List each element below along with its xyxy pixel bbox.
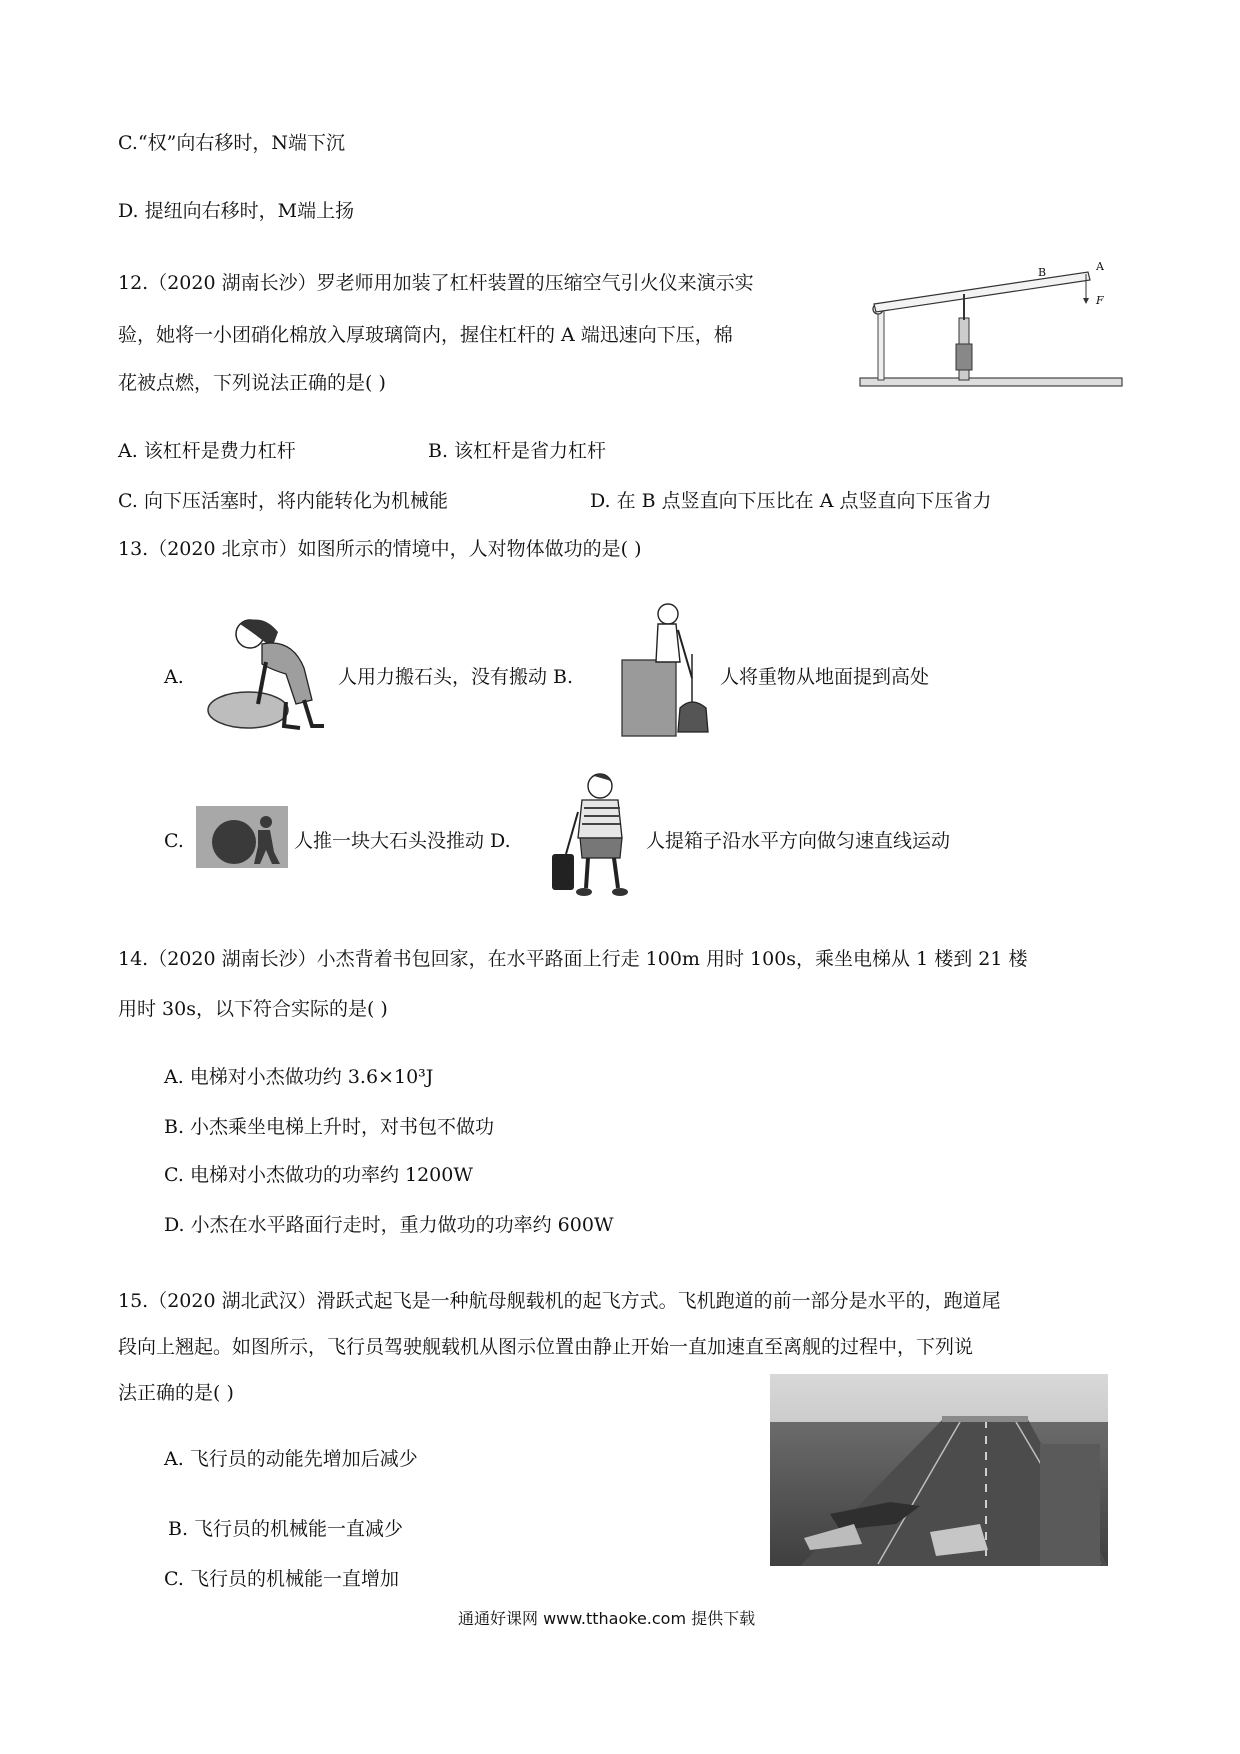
q11-option-c: C.“权”向右移时，N端下沉 [118, 132, 345, 154]
q12-lever-figure [856, 258, 1126, 394]
q12-option-b: B. 该杠杆是省力杠杆 [428, 440, 607, 462]
q14-option-c: C. 电梯对小杰做功的功率约 1200W [164, 1164, 473, 1186]
q12-option-d: D. 在 B 点竖直向下压比在 A 点竖直向下压省力 [590, 490, 992, 512]
q12-stem-line1: 12.（2020 湖南长沙）罗老师用加装了杠杆装置的压缩空气引火仪来演示实 [118, 272, 754, 294]
page-footer: 通通好课网 www.tthaoke.com 提供下载 [458, 1609, 756, 1628]
q15-stem-line1: 15.（2020 湖北武汉）滑跃式起飞是一种航母舰载机的起飞方式。飞机跑道的前一部分是水平的，跑道尾 [118, 1290, 1001, 1312]
q13-image-b [620, 600, 714, 738]
q13-option-d-text: 人提箱子沿水平方向做匀速直线运动 [646, 830, 951, 852]
q14-option-a: A. 电梯对小杰做功约 3.6×10³J [164, 1066, 434, 1088]
q15-option-b: B. 飞行员的机械能一直减少 [168, 1518, 404, 1540]
q15-option-a: A. 飞行员的动能先增加后减少 [164, 1448, 418, 1470]
q11-option-d: D. 提纽向右移时，M端上扬 [118, 200, 355, 222]
q12-label-f: F [1096, 294, 1104, 307]
q13-option-a-letter: A. [164, 666, 184, 688]
q14-stem-line2: 用时 30s，以下符合实际的是( ) [118, 998, 388, 1020]
q14-option-d: D. 小杰在水平路面行走时，重力做功的功率约 600W [164, 1214, 614, 1236]
q15-option-c: C. 飞行员的机械能一直增加 [164, 1568, 399, 1590]
q14-option-b: B. 小杰乘坐电梯上升时，对书包不做功 [164, 1116, 495, 1138]
q12-stem-line2: 验，她将一小团硝化棉放入厚玻璃筒内，握住杠杆的 A 端迅速向下压，棉 [118, 324, 733, 346]
q15-stem-line2: 段向上翘起。如图所示，飞行员驾驶舰载机从图示位置由静止开始一直加速直至离舰的过程中，下列说 [118, 1336, 974, 1358]
q15-stem-line3: 法正确的是( ) [118, 1382, 234, 1404]
q13-image-a [200, 608, 334, 734]
q15-carrier-photo [770, 1374, 1108, 1566]
q12-label-b: B [1038, 266, 1047, 279]
q14-stem-line1: 14.（2020 湖南长沙）小杰背着书包回家，在水平路面上行走 100m 用时 100s，乘坐电梯从 1 楼到 21 楼 [118, 948, 1028, 970]
q13-option-c-letter: C. [164, 830, 184, 852]
q13-option-b-text: 人将重物从地面提到高处 [720, 666, 930, 688]
q13-image-c [196, 806, 288, 868]
q13-stem: 13.（2020 北京市）如图所示的情境中，人对物体做功的是( ) [118, 538, 642, 560]
q12-option-a: A. 该杠杆是费力杠杆 [118, 440, 296, 462]
q13-option-a-text: 人用力搬石头，没有搬动 B. [338, 666, 574, 688]
q13-image-d [548, 772, 640, 900]
q13-option-c-text: 人推一块大石头没推动 D. [294, 830, 511, 852]
q12-option-c: C. 向下压活塞时，将内能转化为机械能 [118, 490, 448, 512]
q12-stem-line3: 花被点燃，下列说法正确的是( ) [118, 372, 386, 394]
q12-label-a: A [1096, 260, 1104, 273]
